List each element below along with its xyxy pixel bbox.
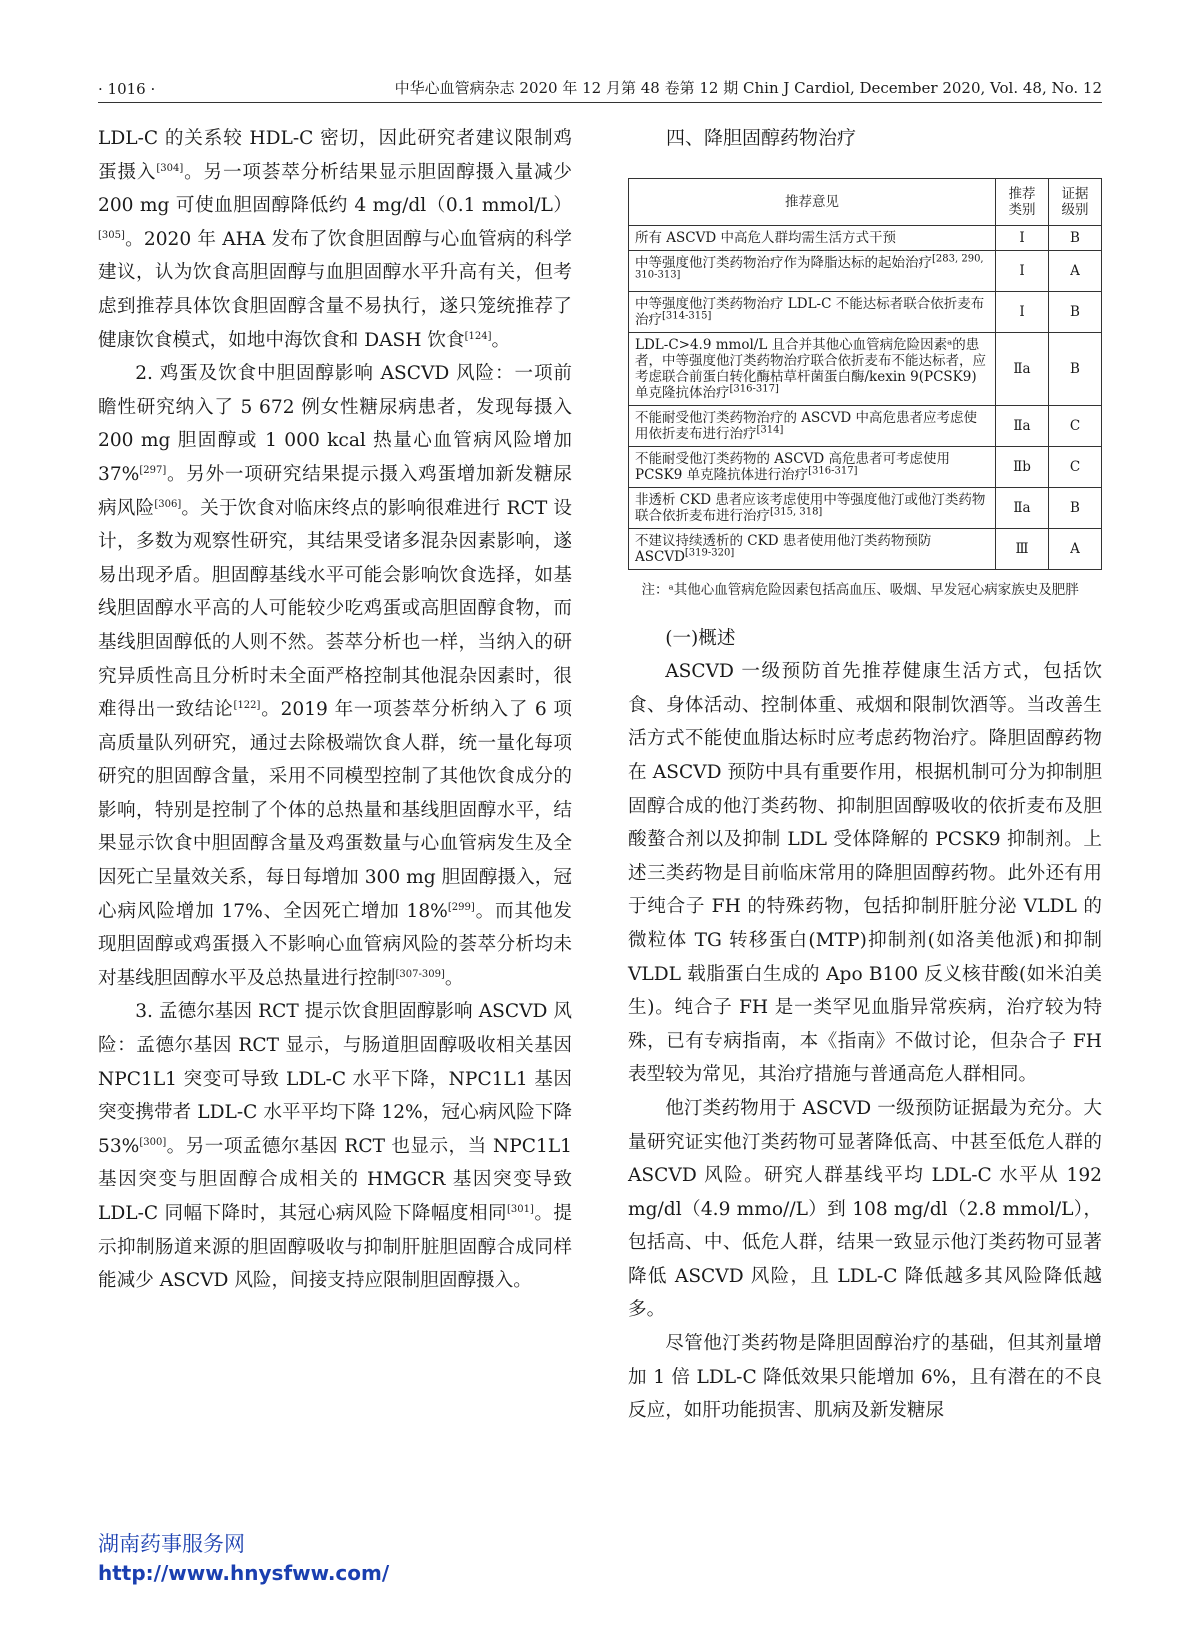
subheading: (一)概述: [665, 627, 736, 649]
paragraph: ASCVD 一级预防首先推荐健康生活方式，包括饮食、身体活动、控制体重、戒烟和限制饮酒等。当改善生活方式不能使血脂达标时应考虑药物治疗。降胆固醇药物在 ASCVD 预防中具有重要作用，根据机制可分为抑制胆固醇合成的他汀类药物、抑制胆固醇吸收的依折麦布及胆酸螯合剂以及抑制 LDL 受体降解的 PCSK9 抑制剂。上述三类药物是目前临床常用的降胆固醇药物。此外还有用于纯合子 FH 的特殊药物，包括抑制肝脏分泌 VLDL 的微粒体 TG 转移蛋白(MTP)抑制剂(如洛美他派)和抑制 VLDL 载脂蛋白生成的 Apo B100 反义核苷酸(如米泊美生)。纯合子 FH 是一类罕见血脂异常疾病，治疗较为特殊，已有专病指南，本《指南》不做讨论，但杂合子 FH 表型较为常见，其治疗措施与普通高危人群相同。: [628, 661, 1102, 1086]
citation: [306]: [154, 498, 182, 510]
level-cell: A: [1049, 250, 1102, 291]
citation: [122]: [233, 699, 261, 711]
citation: [319-320]: [684, 547, 735, 559]
level-cell: B: [1049, 487, 1102, 528]
citation: [314-315]: [662, 310, 712, 322]
recommendation-table: [628, 178, 1102, 570]
level-cell: B: [1049, 225, 1102, 250]
recommendation-cell: LDL-C>4.9 mmol/L 且合并其他心血管病危险因素ᵃ的患者，中等强度他汀类药物治疗联合依折麦布不能达标者，应考虑联合前蛋白转化酶枯草杆菌蛋白酶/kexin 9(PCSK9)单克隆抗体治疗[316-317]: [629, 332, 996, 405]
table-row: [629, 291, 1102, 332]
header-class: 推荐类别: [996, 178, 1049, 225]
recommendation-cell: 非透析 CKD 患者应该考虑使用中等强度他汀或他汀类药物联合依折麦布进行治疗[315, 318]: [629, 487, 996, 528]
recommendation-cell: 中等强度他汀类药物治疗作为降脂达标的起始治疗[283, 290, 310-313]: [629, 250, 996, 291]
paragraph: LDL-C 的关系较 HDL-C 密切，因此研究者建议限制鸡蛋摄入[304]。另一项荟萃分析结果显示胆固醇摄入量减少 200 mg 可使血胆固醇降低约 4 mg/dl（0.1 mmol/L）[305]。2020 年 AHA 发布了饮食胆固醇与心血管病的科学建议，认为饮食高胆固醇与血胆固醇水平升高有关，但考虑到推荐具体饮食胆固醇含量不易执行，遂只笼统推荐了健康饮食模式，如地中海饮食和 DASH 饮食[124]。: [98, 128, 572, 351]
class-cell: Ⅱa: [996, 487, 1049, 528]
watermark: [98, 1530, 389, 1588]
journal-citation: 中华心血管病杂志 2020 年 12 月第 48 卷第 12 期 Chin J Cardiol, December 2020, Vol. 48, No. 12: [394, 79, 1102, 97]
level-cell: B: [1049, 332, 1102, 405]
table-header-row: [629, 178, 1102, 225]
section-title: 四、降胆固醇药物治疗: [666, 127, 857, 149]
level-cell: C: [1049, 405, 1102, 446]
table-note: 注：ᵃ其他心血管病危险因素包括高血压、吸烟、早发冠心病家族史及肥胖: [641, 581, 1079, 598]
table-row: [629, 405, 1102, 446]
table-row: [629, 225, 1102, 250]
class-cell: Ⅰ: [996, 291, 1049, 332]
table-row: [629, 528, 1102, 569]
class-cell: Ⅰ: [996, 250, 1049, 291]
citation: [283, 290, 310-313]: [635, 253, 984, 281]
paragraph: 3. 孟德尔基因 RCT 提示饮食胆固醇影响 ASCVD 风险：孟德尔基因 RCT 显示，与肠道胆固醇吸收相关基因 NPC1L1 突变可导致 LDL-C 水平下降，NPC1L1 基因突变携带者 LDL-C 水平平均下降 12%，冠心病风险下降 53%[300]。另一项孟德尔基因 RCT 也显示，当 NPC1L1 基因突变与胆固醇合成相关的 HMGCR 基因突变导致 LDL-C 同幅下降时，其冠心病风险下降幅度相同[301]。提示抑制肠道来源的胆固醇吸收与抑制肝脏胆固醇合成同样能减少 ASCVD 风险，间接支持应限制胆固醇摄入。: [98, 1001, 572, 1292]
class-cell: Ⅱa: [996, 332, 1049, 405]
level-cell: B: [1049, 291, 1102, 332]
citation: [299]: [447, 901, 475, 913]
level-cell: C: [1049, 446, 1102, 487]
right-column: [628, 122, 1102, 1428]
citation: [300]: [139, 1136, 167, 1148]
recommendation-cell: 不能耐受他汀类药物的 ASCVD 高危患者可考虑使用 PCSK9 单克隆抗体进行治疗[316-317]: [629, 446, 996, 487]
page-number: · 1016 ·: [98, 80, 156, 98]
table-row: [629, 332, 1102, 405]
citation: [307-309]: [395, 968, 445, 980]
recommendation-cell: 不能耐受他汀类药物治疗的 ASCVD 中高危患者应考虑使用依折麦布进行治疗[314]: [629, 405, 996, 446]
class-cell: Ⅱb: [996, 446, 1049, 487]
citation: [316-317]: [808, 465, 858, 477]
class-cell: Ⅰ: [996, 225, 1049, 250]
citation: [316-317]: [729, 383, 779, 395]
recommendation-cell: 中等强度他汀类药物治疗 LDL-C 不能达标者联合依折麦布治疗[314-315]: [629, 291, 996, 332]
paragraph: 尽管他汀类药物是降胆固醇治疗的基础，但其剂量增加 1 倍 LDL-C 降低效果只能增加 6%，且有潜在的不良反应，如肝功能损害、肌病及新发糖尿: [628, 1333, 1102, 1422]
recommendation-cell: 不建议持续透析的 CKD 患者使用他汀类药物预防 ASCVD[319-320]: [629, 528, 996, 569]
citation: [301]: [507, 1203, 534, 1215]
citation: [297]: [139, 464, 167, 476]
citation: [314]: [756, 424, 784, 436]
citation: [315, 318]: [770, 506, 823, 518]
table-row: [629, 250, 1102, 291]
class-cell: Ⅲ: [996, 528, 1049, 569]
table-row: [629, 487, 1102, 528]
class-cell: Ⅱa: [996, 405, 1049, 446]
citation: [304]: [156, 162, 184, 174]
level-cell: A: [1049, 528, 1102, 569]
paragraph: 2. 鸡蛋及饮食中胆固醇影响 ASCVD 风险：一项前瞻性研究纳入了 5 672 例女性糖尿病患者，发现每摄入 200 mg 胆固醇或 1 000 kcal 热量心血管病风险增加 37%[297]。另外一项研究结果提示摄入鸡蛋增加新发糖尿病风险[306]。关于饮食对临床终点的影响很难进行 RCT 设计，多数为观察性研究，其结果受诸多混杂因素影响，遂易出现矛盾。胆固醇基线水平可能会影响饮食选择，如基线胆固醇水平高的人可能较少吃鸡蛋或高胆固醇食物，而基线胆固醇低的人则不然。荟萃分析也一样，当纳入的研究异质性高且分析时未全面严格控制其他混杂因素时，很难得出一致结论[122]。2019 年一项荟萃分析纳入了 6 项高质量队列研究，通过去除极端饮食人群，统一量化每项研究的胆固醇含量，采用不同模型控制了其他饮食成分的影响，特别是控制了个体的总热量和基线胆固醇水平，结果显示饮食中胆固醇含量及鸡蛋数量与心血管病发生及全因死亡呈量效关系，每日每增加 300 mg 胆固醇摄入，冠心病风险增加 17%、全因死亡增加 18%[299]。而其他发现胆固醇或鸡蛋摄入不影响心血管病风险的荟萃分析均未对基线胆固醇水平及总热量进行控制[307-309]。: [98, 363, 572, 989]
citation: [305]: [98, 229, 125, 241]
running-header: [98, 72, 1102, 103]
paragraph: 他汀类药物用于 ASCVD 一级预防证据最为充分。大量研究证实他汀类药物可显著降低高、中甚至低危人群的 ASCVD 风险。研究人群基线平均 LDL-C 水平从 192 mg/dl（4.9 mmo//L）到 108 mg/dl（2.8 mmol/L），包括高、中、低危人群，结果一致显示他汀类药物可显著降低 ASCVD 风险，且 LDL-C 降低越多其风险降低越多。: [628, 1097, 1102, 1321]
watermark-site-name: 湖南药事服务网: [98, 1532, 245, 1556]
header-recommendation: 推荐意见: [629, 178, 996, 225]
recommendation-cell: 所有 ASCVD 中高危人群均需生活方式干预: [629, 225, 996, 250]
watermark-url[interactable]: http://www.hnysfww.com/: [98, 1561, 390, 1585]
header-level: 证据级别: [1049, 178, 1102, 225]
left-column: [98, 122, 572, 1298]
table-row: [629, 446, 1102, 487]
citation: [124]: [464, 330, 492, 342]
